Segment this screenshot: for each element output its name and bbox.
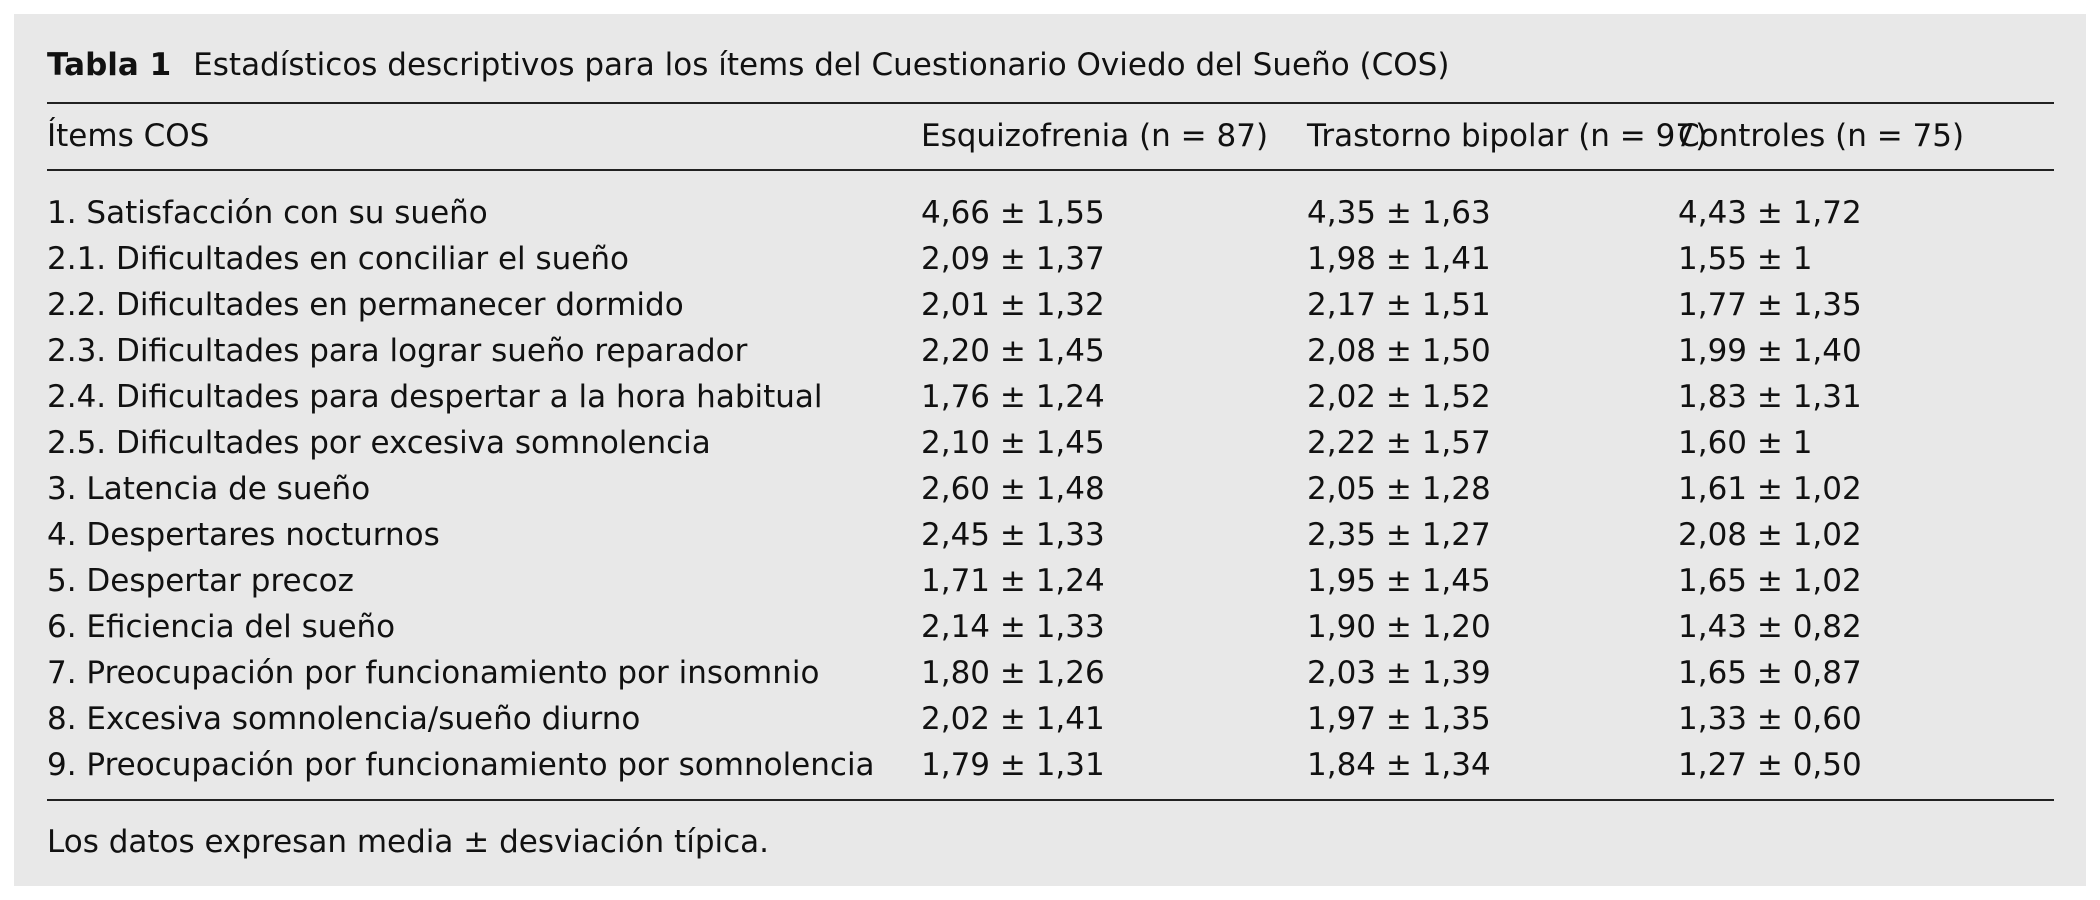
trastorno-bipolar-value: 1,97 ± 1,35 [1307, 701, 1491, 737]
item-label: 4. Despertares nocturnos [47, 517, 440, 553]
item-label: 1. Satisfacción con su sueño [47, 195, 488, 231]
esquizofrenia-value: 4,66 ± 1,55 [921, 195, 1105, 231]
trastorno-bipolar-value: 1,84 ± 1,34 [1307, 747, 1491, 783]
table-row [14, 377, 2086, 417]
table-panel [14, 14, 2086, 886]
controles-value: 1,60 ± 1 [1678, 425, 1813, 461]
esquizofrenia-value: 2,14 ± 1,33 [921, 609, 1105, 645]
table-label: Tabla 1 [47, 47, 172, 83]
item-label: 2.3. Dificultades para lograr sueño reparador [47, 333, 748, 369]
esquizofrenia-value: 1,71 ± 1,24 [921, 563, 1105, 599]
controles-value: 1,33 ± 0,60 [1678, 701, 1862, 737]
table-row [14, 423, 2086, 463]
item-label: 5. Despertar precoz [47, 563, 354, 599]
controles-value: 1,77 ± 1,35 [1678, 287, 1862, 323]
item-label: 2.1. Dificultades en conciliar el sueño [47, 241, 629, 277]
table-header-rule [47, 169, 2054, 171]
table-row [14, 469, 2086, 509]
item-label: 2.2. Dificultades en permanecer dormido [47, 287, 684, 323]
esquizofrenia-value: 2,20 ± 1,45 [921, 333, 1105, 369]
controles-value: 4,43 ± 1,72 [1678, 195, 1862, 231]
table-header-row [14, 116, 2086, 156]
trastorno-bipolar-value: 2,22 ± 1,57 [1307, 425, 1491, 461]
trastorno-bipolar-value: 1,98 ± 1,41 [1307, 241, 1491, 277]
esquizofrenia-value: 2,45 ± 1,33 [921, 517, 1105, 553]
esquizofrenia-value: 2,10 ± 1,45 [921, 425, 1105, 461]
table-footnote: Los datos expresan media ± desviación típica. [47, 824, 770, 860]
controles-value: 1,65 ± 1,02 [1678, 563, 1862, 599]
table-row [14, 653, 2086, 693]
trastorno-bipolar-value: 1,95 ± 1,45 [1307, 563, 1491, 599]
header-controles: Controles (n = 75) [1678, 118, 1965, 154]
table-row [14, 699, 2086, 739]
item-label: 2.5. Dificultades por excesiva somnolencia [47, 425, 711, 461]
controles-value: 2,08 ± 1,02 [1678, 517, 1862, 553]
table-row [14, 607, 2086, 647]
trastorno-bipolar-value: 2,35 ± 1,27 [1307, 517, 1491, 553]
trastorno-bipolar-value: 2,02 ± 1,52 [1307, 379, 1491, 415]
esquizofrenia-value: 1,76 ± 1,24 [921, 379, 1105, 415]
header-trastorno-bipolar: Trastorno bipolar (n = 97) [1307, 118, 1708, 154]
controles-value: 1,83 ± 1,31 [1678, 379, 1862, 415]
item-label: 7. Preocupación por funcionamiento por insomnio [47, 655, 820, 691]
esquizofrenia-value: 2,09 ± 1,37 [921, 241, 1105, 277]
item-label: 3. Latencia de sueño [47, 471, 371, 507]
table-row [14, 331, 2086, 371]
trastorno-bipolar-value: 4,35 ± 1,63 [1307, 195, 1491, 231]
item-label: 9. Preocupación por funcionamiento por somnolencia [47, 747, 875, 783]
controles-value: 1,27 ± 0,50 [1678, 747, 1862, 783]
table-row [14, 193, 2086, 233]
item-label: 6. Eficiencia del sueño [47, 609, 396, 645]
trastorno-bipolar-value: 2,08 ± 1,50 [1307, 333, 1491, 369]
controles-value: 1,55 ± 1 [1678, 241, 1813, 277]
esquizofrenia-value: 1,79 ± 1,31 [921, 747, 1105, 783]
item-label: 2.4. Dificultades para despertar a la hora habitual [47, 379, 823, 415]
table-top-rule [47, 102, 2054, 104]
table-row [14, 561, 2086, 601]
esquizofrenia-value: 2,60 ± 1,48 [921, 471, 1105, 507]
table-row [14, 745, 2086, 785]
trastorno-bipolar-value: 2,03 ± 1,39 [1307, 655, 1491, 691]
trastorno-bipolar-value: 2,17 ± 1,51 [1307, 287, 1491, 323]
esquizofrenia-value: 2,01 ± 1,32 [921, 287, 1105, 323]
table-row [14, 515, 2086, 555]
table-caption [47, 47, 1450, 83]
controles-value: 1,43 ± 0,82 [1678, 609, 1862, 645]
trastorno-bipolar-value: 1,90 ± 1,20 [1307, 609, 1491, 645]
table-row [14, 239, 2086, 279]
trastorno-bipolar-value: 2,05 ± 1,28 [1307, 471, 1491, 507]
table-bottom-rule [47, 799, 2054, 801]
table-row [14, 285, 2086, 325]
esquizofrenia-value: 1,80 ± 1,26 [921, 655, 1105, 691]
controles-value: 1,65 ± 0,87 [1678, 655, 1862, 691]
table-title: Estadísticos descriptivos para los ítems del Cuestionario Oviedo del Sueño (COS) [193, 47, 1450, 83]
header-items: Ítems COS [47, 118, 210, 154]
header-esquizofrenia: Esquizofrenia (n = 87) [921, 118, 1269, 154]
controles-value: 1,61 ± 1,02 [1678, 471, 1862, 507]
item-label: 8. Excesiva somnolencia/sueño diurno [47, 701, 641, 737]
esquizofrenia-value: 2,02 ± 1,41 [921, 701, 1105, 737]
controles-value: 1,99 ± 1,40 [1678, 333, 1862, 369]
